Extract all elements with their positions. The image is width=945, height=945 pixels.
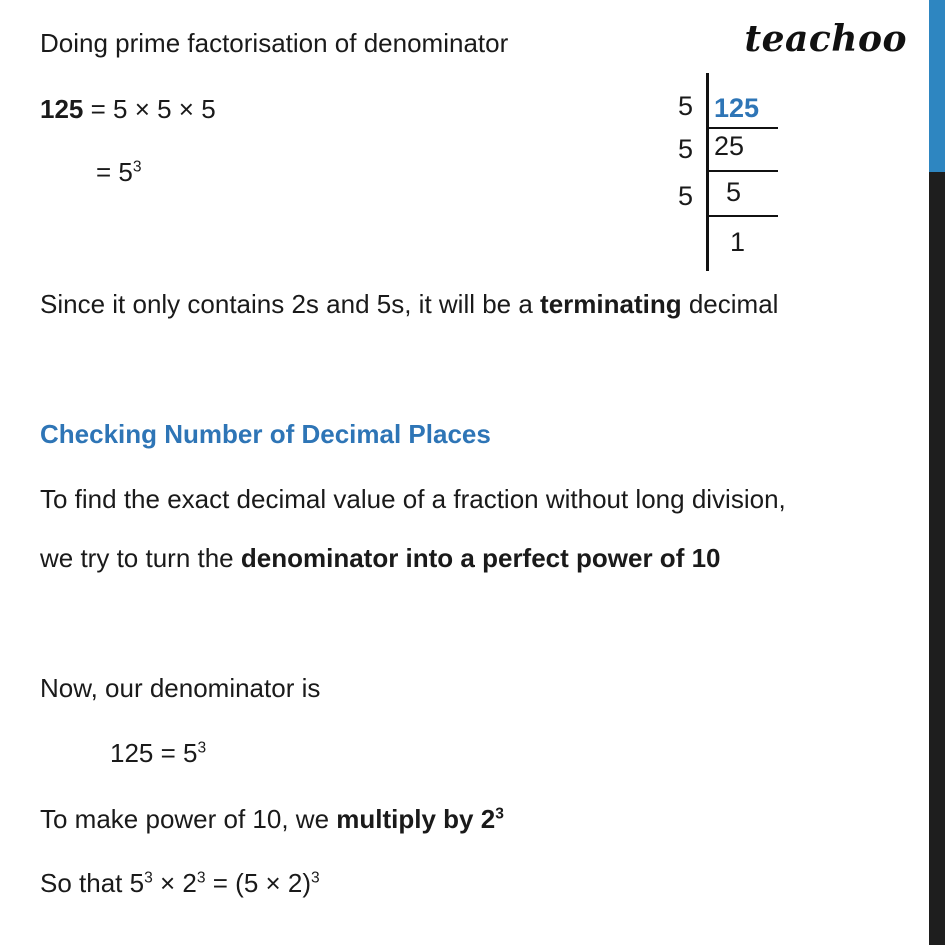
text-line xyxy=(40,542,721,574)
prime-division-table xyxy=(670,70,790,275)
text-run: To make power of 10, we xyxy=(40,804,337,834)
bold-text: denominator into a perfect power of 10 xyxy=(240,543,721,573)
division-value: 25 xyxy=(714,131,745,161)
text-run: 125 = 5 xyxy=(110,738,198,768)
division-divisor: 5 xyxy=(678,91,694,121)
text-run: we try to turn the xyxy=(40,543,241,573)
text-run: = 5 × 5 × 5 xyxy=(83,94,216,124)
bold-text: multiply by 2 xyxy=(336,804,496,834)
text-run: Since it only contains 2s and 5s, it will be a xyxy=(40,289,541,319)
division-value: 5 xyxy=(726,177,742,207)
text-run: So that 5 xyxy=(40,868,145,898)
text-line xyxy=(40,27,508,59)
text-line xyxy=(40,93,216,125)
text-run: × 2 xyxy=(152,868,197,898)
division-value: 1 xyxy=(730,227,746,257)
bold-text: 125 xyxy=(40,94,84,124)
text-line xyxy=(40,867,320,899)
scrollbar-thumb[interactable] xyxy=(929,0,945,172)
scrollbar[interactable] xyxy=(929,0,945,945)
section-heading xyxy=(40,418,491,450)
teachoo-logo: teachoo xyxy=(744,18,907,60)
text-run: = (5 × 2) xyxy=(205,868,312,898)
superscript: 3 xyxy=(196,869,206,887)
division-rule xyxy=(706,215,778,217)
division-divisor: 5 xyxy=(678,134,694,164)
text-run: Checking Number of Decimal Places xyxy=(40,419,491,449)
superscript: 3 xyxy=(495,805,504,823)
text-run: Now, our denominator is xyxy=(40,673,321,703)
text-run: decimal xyxy=(681,289,779,319)
text-line xyxy=(96,156,142,188)
text-line xyxy=(110,737,206,769)
text-run: To find the exact decimal value of a fraction without long division, xyxy=(40,484,786,514)
text-line xyxy=(40,672,320,704)
division-divisor: 5 xyxy=(678,181,694,211)
division-rule xyxy=(706,170,778,172)
superscript: 3 xyxy=(311,869,320,887)
text-line xyxy=(40,483,786,515)
text-line xyxy=(40,288,778,320)
text-run: = 5 xyxy=(96,157,133,187)
text-line xyxy=(40,803,504,835)
bold-text: terminating xyxy=(540,289,682,319)
superscript: 3 xyxy=(132,158,142,176)
superscript: 3 xyxy=(197,739,207,757)
division-rule xyxy=(706,127,778,129)
division-vertical-line xyxy=(706,73,709,271)
division-value: 125 xyxy=(714,93,760,123)
text-run: Doing prime factorisation of denominator xyxy=(40,28,509,58)
superscript: 3 xyxy=(144,869,153,887)
